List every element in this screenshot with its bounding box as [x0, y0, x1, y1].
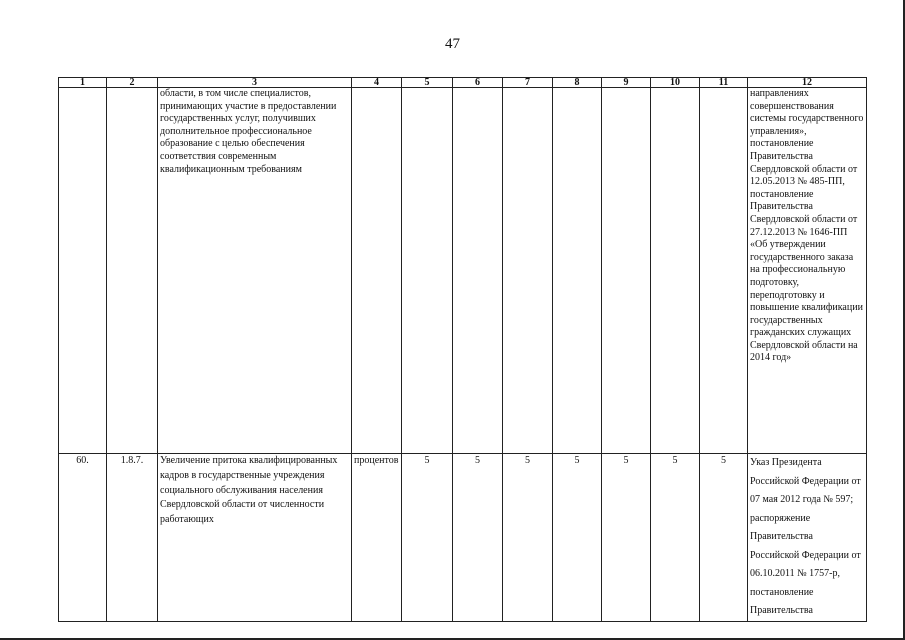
header-cell: 12: [748, 78, 867, 88]
row-number-cell: 60.: [59, 454, 107, 622]
header-cell: 9: [602, 78, 651, 88]
indicator-name-cell: Увеличение притока квалифицированных кадров в государственные учреждения социального обслуживания населения Свердловской области от численности работающих: [158, 454, 352, 622]
header-cell: 11: [700, 78, 748, 88]
code-cell: [107, 88, 158, 454]
header-cell: 1: [59, 78, 107, 88]
value-cell: 5: [453, 454, 503, 622]
value-cell: 5: [602, 454, 651, 622]
header-cell: 3: [158, 78, 352, 88]
code-cell: 1.8.7.: [107, 454, 158, 622]
value-cell: [700, 88, 748, 454]
value-cell: [553, 88, 602, 454]
header-cell: 5: [402, 78, 453, 88]
value-cell: 5: [503, 454, 553, 622]
unit-cell: процентов: [352, 454, 402, 622]
source-document-cell: Указ Президента Российской Федерации от 07 мая 2012 года № 597; распоряжение Правительства Российской Федерации от 06.10.2011 № 1757-р, постановление Правительства: [748, 454, 867, 622]
value-cell: 5: [651, 454, 700, 622]
value-cell: 5: [700, 454, 748, 622]
value-cell: [503, 88, 553, 454]
table-row: [59, 88, 867, 454]
value-cell: 5: [402, 454, 453, 622]
header-cell: 7: [503, 78, 553, 88]
header-cell: 10: [651, 78, 700, 88]
indicator-name-cell: области, в том числе специалистов, принимающих участие в предоставлении государственных услуг, получивших дополнительное профессиональное образование с целью обеспечения соответствия современным квалификационным требованиям: [158, 88, 352, 454]
row-number-cell: [59, 88, 107, 454]
value-cell: [402, 88, 453, 454]
value-cell: [453, 88, 503, 454]
value-cell: 5: [553, 454, 602, 622]
header-cell: 2: [107, 78, 158, 88]
header-row: [59, 78, 867, 88]
unit-cell: [352, 88, 402, 454]
header-cell: 6: [453, 78, 503, 88]
indicators-table: [58, 77, 867, 622]
page-number: 47: [445, 36, 460, 52]
value-cell: [602, 88, 651, 454]
table-row: [59, 454, 867, 622]
source-document-cell: направлениях совершенствования системы государственного управления», постановление Правительства Свердловской области от 12.05.2013 № 485-ПП, постановление Правительства Свердловской области от 27.12.2013 № 1646-ПП «Об утверждении государственного заказа на профессиональную подготовку, переподготовку и повышение квалификации государственных гражданских служащих Свердловской области на 2014 год»: [748, 88, 867, 454]
value-cell: [651, 88, 700, 454]
header-cell: 8: [553, 78, 602, 88]
header-cell: 4: [352, 78, 402, 88]
